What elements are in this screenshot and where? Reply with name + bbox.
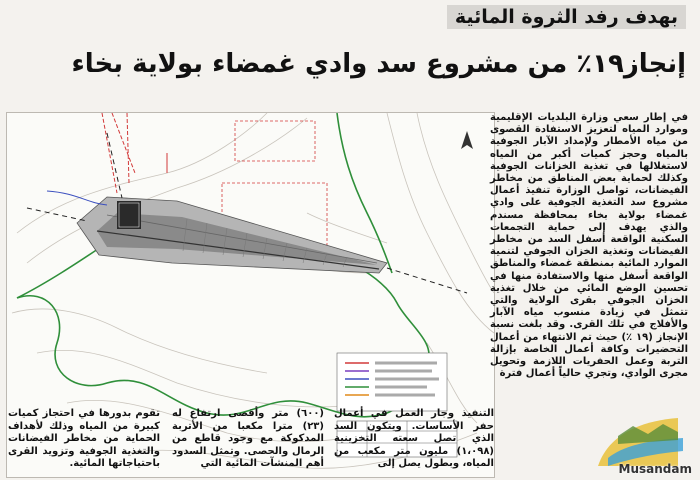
headline: إنجاز١٩٪ من مشروع سد وادي غمضاء بولاية بخاء: [71, 49, 686, 79]
article-column-b1: تقوم بدورها في احتجاز كميات كبيرة من المياه وذلك لأهداف الحماية من مخاطر الفيضانات والتغذية الجوفية وتزويد القرى باحتياجاتها المائية.: [8, 408, 160, 469]
kicker-text: بهدف رفد الثروة المائية: [447, 5, 686, 29]
kicker: [447, 4, 686, 30]
watermark-text: Musandam: [618, 462, 692, 476]
article-text-right: في إطار سعي وزارة البلديات الإقليمية وموارد المياه لتعزيز الاستفادة القصوى من مياه الأمطار ولإمداد الآبار الجوفية بالمياه وحجز كميات أكبر من المياه لاستغلالها في تغذية الخزانات الجوفية وكذلك لحماية بعض المناطق من مخاطر الفيضانات، تواصل الوزارة تنفيذ أعمال مشروع سد التغذية الجوفية على وادي غمضاء بولاية بخاء بمحافظة مسندم والذي يهدف إلى حماية التجمعات السكنية الواقعة أسفل السد من مخاطر الفيضانات وتغذية الخزان الجوفي لتنمية الموارد المائية بمنطقة غمضاء والمناطق الواقعة أسفل منها والاستفادة منها في تحسين الوضع المائي من خلال تغذية الخزان الجوفي بقرى الولاية والتي تتمثل في زيادة منسوب مياه الآبار والأفلاج في تلك القرى. وقد بلغت نسبة الإنجاز (١٩ ٪) حيث تم الانتهاء من أعمال التحضيرات وكافة أعمال الخاصة بإزالة التربة وعمل الحفريات اللازمة وتحويل مجرى الوادي، وتجري حالياً أعمال فترة: [490, 112, 688, 380]
article-column-b3: التنفيذ وجار العمل في أعمال حفر الأساسات. ويتكون السد الذي تصل سعته التخزينية (١،٠٩٨) مليون متر مكعب من المياه، وبطول يصل إلى: [334, 408, 494, 469]
article-column-b2: (٦٠٠) متر وأقصى ارتفاع له (٢٣) مترا مكعبا من الأتربة المدكوكة مع وجود قاطع من الرمال والحصى. وتمثل السدود أهم المنشآت المائية التي: [172, 408, 324, 469]
